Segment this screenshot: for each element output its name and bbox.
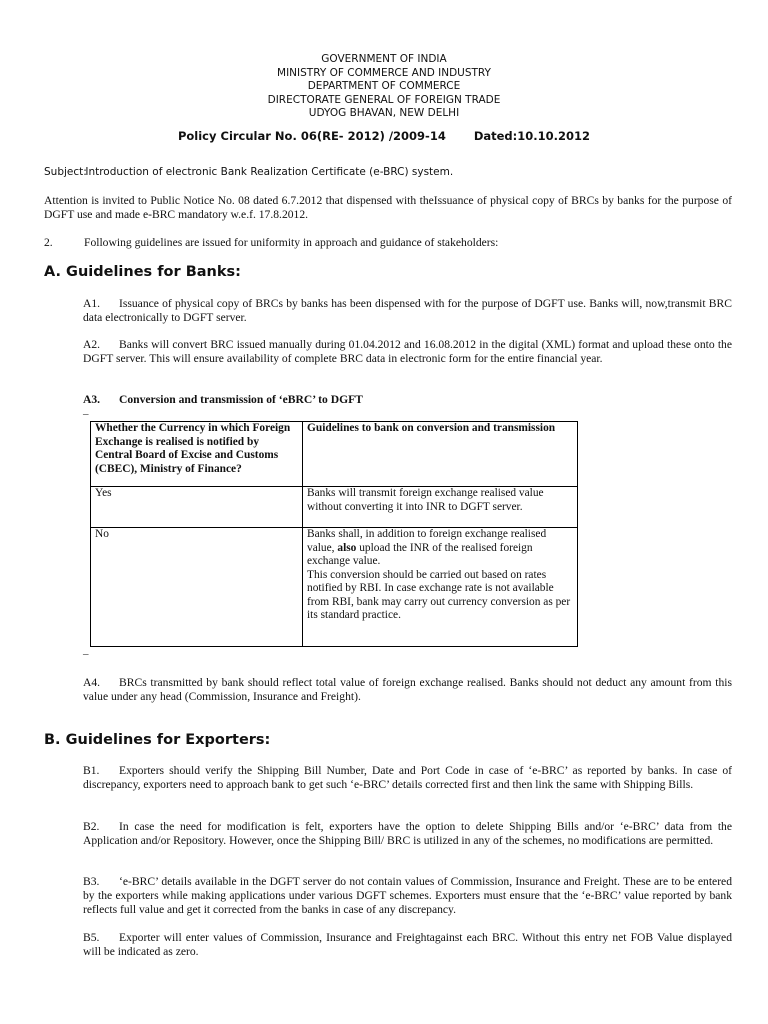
circular-title <box>0 129 768 143</box>
table-cell: No <box>91 528 303 647</box>
paragraph-a3 <box>83 393 732 407</box>
letterhead-line: MINISTRY OF COMMERCE AND INDUSTRY <box>277 66 491 79</box>
table-header-cell: Whether the Currency in which Foreign Exchange is realised is notified by Central Board of Excise and Customs (CBEC), Ministry of Finance? <box>91 422 303 487</box>
guideline-text-2: This conversion should be carried out based on rates notified by RBI. In case exchange rate is not available from RBI, bank may carry out currency conversion as per its standard practice. <box>307 568 571 621</box>
paragraph-number: A1. <box>83 297 101 310</box>
paragraph-b5 <box>83 931 732 959</box>
paragraph-number: A3. <box>83 393 101 406</box>
guideline-text <box>307 528 573 569</box>
paragraph-number: 2. <box>44 236 53 249</box>
paragraph-number: B5. <box>83 931 100 944</box>
paragraph-number: A4. <box>83 676 101 689</box>
paragraph-number: B2. <box>83 820 100 833</box>
conversion-table <box>90 421 578 647</box>
paragraph-text: Issuance of physical copy of BRCs by banks has been dispensed with for the purpose of DGFT use. Banks will, now,transmit BRC data electronically to DGFT server. <box>83 297 732 324</box>
circular-date: Dated:10.10.2012 <box>473 129 591 143</box>
letterhead-line: DEPARTMENT OF COMMERCE <box>307 80 461 92</box>
subject-line <box>44 166 744 178</box>
guideline-emphasis: also <box>337 541 357 554</box>
table-cell: Banks will transmit foreign exchange realised value without converting it into INR to DGFT server. <box>303 487 578 528</box>
paragraph-number: A2. <box>83 338 101 351</box>
dash-mark: – <box>83 408 89 420</box>
table-header-row <box>91 422 578 487</box>
subject-label: Subject: <box>44 166 87 178</box>
paragraph-text: Banks will convert BRC issued manually during 01.04.2012 and 16.08.2012 in the digital (XML) format and upload these onto the DGFT server. This will ensure availability of complete BRC data in electronic form for the entire financial year. <box>83 338 732 365</box>
paragraph-b1 <box>83 764 732 792</box>
table-row <box>91 528 578 647</box>
guideline-text-part: Banks shall, in addition to foreign exchange realised value, <box>307 528 547 554</box>
paragraph-a4 <box>83 676 732 704</box>
paragraph-text: In case the need for modification is felt, exporters have the option to delete Shipping Bills and/or ‘e-BRC’ data from the Application and/or Repository. However, once the Shipping Bill/ BRC is utilized in any of the schemes, no modifications are permitted. <box>83 820 732 847</box>
letterhead-line: DIRECTORATE GENERAL OF FOREIGN TRADE <box>267 93 501 106</box>
paragraph-number: B3. <box>83 875 100 888</box>
table-header-cell: Guidelines to bank on conversion and transmission <box>303 422 578 487</box>
letterhead <box>0 53 768 121</box>
table-cell <box>303 528 578 647</box>
subject-text: Introduction of electronic Bank Realization Certificate (e-BRC) system. <box>85 166 454 178</box>
table-cell: Yes <box>91 487 303 528</box>
intro-paragraph: Attention is invited to Public Notice No. 08 dated 6.7.2012 that dispensed with theIssuance of physical copy of BRCs by banks for the purpose of DGFT use and made e-BRC mandatory w.e.f. 17.8.2012. <box>44 194 732 221</box>
dash-mark: – <box>83 648 89 660</box>
table-row <box>91 487 578 528</box>
paragraph-number: B1. <box>83 764 100 777</box>
paragraph-a1 <box>83 297 732 325</box>
circular-number: Policy Circular No. 06(RE- 2012) /2009-14 <box>177 129 446 143</box>
guideline-text-part: upload the INR of the realised foreign exchange value. <box>307 541 533 567</box>
section-a-heading: A. Guidelines for Banks: <box>44 264 241 280</box>
paragraph-text: Exporter will enter values of Commission, Insurance and Freightagainst each BRC. Without this entry net FOB Value displayed will be indicated as zero. <box>83 931 732 958</box>
paragraph-a2 <box>83 338 732 366</box>
paragraph-text: Following guidelines are issued for uniformity in approach and guidance of stakeholders: <box>84 236 499 249</box>
paragraph-text: Exporters should verify the Shipping Bill Number, Date and Port Code in case of ‘e-BRC’ as reported by banks. In case of discrepancy, exporters need to approach bank to get such ‘e-BRC’ details corrected first and then link the same with Shipping Bills. <box>83 764 732 791</box>
paragraph-text: Conversion and transmission of ‘eBRC’ to DGFT <box>119 393 363 406</box>
paragraph-b3 <box>83 875 732 917</box>
paragraph-text: ‘e-BRC’ details available in the DGFT server do not contain values of Commission, Insurance and Freight. These are to be entered by the exporters while making applications under various DGFT schemes. Exporters must ensure that the ‘e-BRC’ value reported by bank reflects full value and get it corrected from the banks in case of any discrepancy. <box>83 875 732 916</box>
letterhead-line: UDYOG BHAVAN, NEW DELHI <box>308 107 460 119</box>
paragraph-2 <box>44 236 732 250</box>
section-b-heading: B. Guidelines for Exporters: <box>44 732 271 748</box>
paragraph-text: BRCs transmitted by bank should reflect total value of foreign exchange realised. Banks should not deduct any amount from this value under any head (Commission, Insurance and Freight). <box>83 676 732 703</box>
paragraph-b2 <box>83 820 732 848</box>
letterhead-line: GOVERNMENT OF INDIA <box>321 53 447 65</box>
